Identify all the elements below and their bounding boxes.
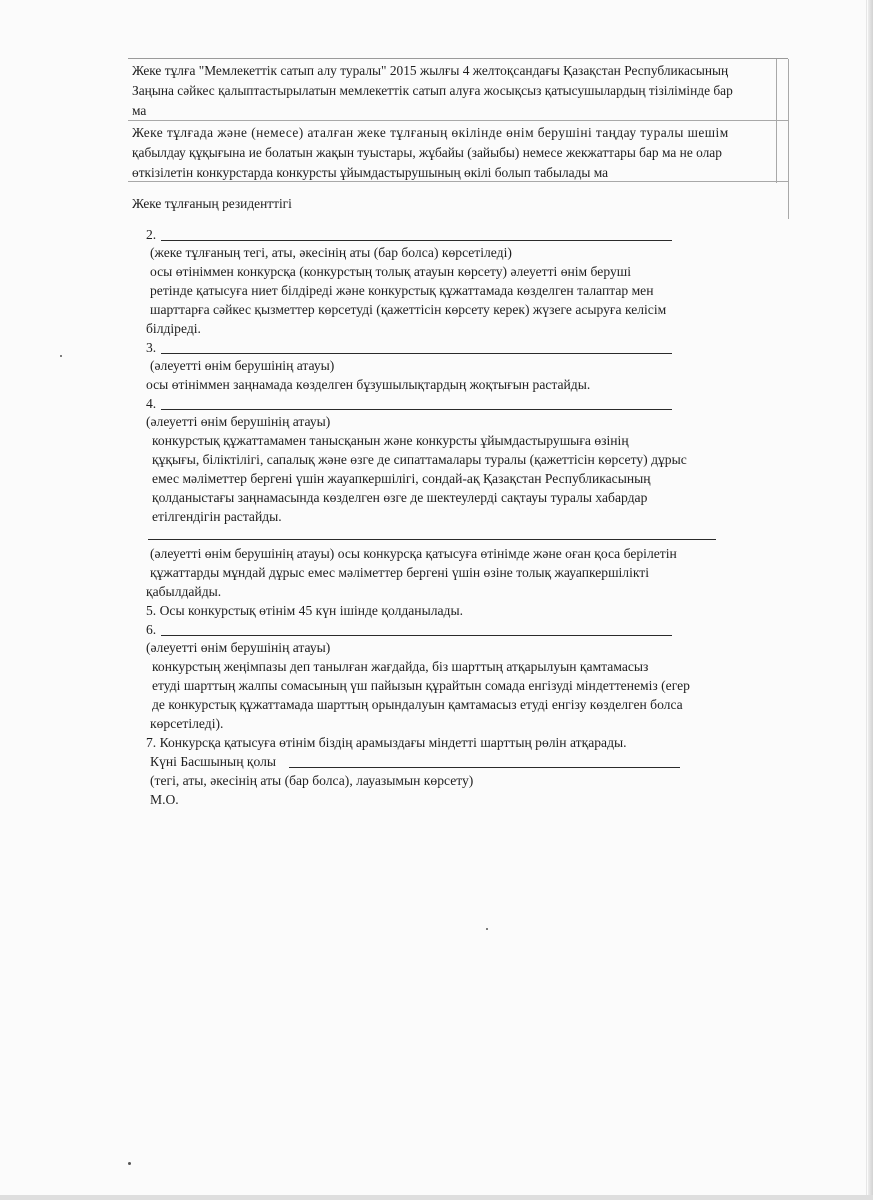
table-row-3-line-1: Жеке тұлғаның резиденттігі: [132, 196, 292, 211]
section-2-line-2: ретінде қатысуға ниет білдіреді және конкурстық құжаттамада көзделген талаптар мен: [150, 283, 654, 298]
section-4-line-3: емес мәліметтер бергені үшін жауапкершілігі, сондай-ақ Қазақстан Республикасының: [152, 471, 651, 486]
section-4-line-1: конкурстық құжаттамамен танысқанын және конкурсты ұйымдастырушыға өзінің: [152, 433, 629, 448]
section-2-blank-line: [161, 240, 672, 241]
section-4b-line-1: (әлеуетті өнім берушінің атауы) осы конкурсқа қатысуға өтінімде және оған қоса берілетін: [150, 546, 677, 561]
section-2-caption: (жеке тұлғаның тегі, аты, әкесінің аты (бар болса) көрсетіледі): [150, 245, 512, 260]
section-4-line-5: етілгендігін растайды.: [152, 509, 282, 524]
table-row-1-line-1: Жеке тұлға "Мемлекеттік сатып алу туралы" 2015 жылғы 4 желтоқсандағы Қазақстан Республикасының: [132, 63, 729, 78]
section-6-number: 6.: [146, 622, 157, 637]
signature-blank-line: [289, 767, 680, 768]
section-7-text: 7. Конкурсқа қатысуға өтінім біздің арамыздағы міндетті шарттың рөлін атқарады.: [146, 735, 627, 750]
signature-label: Күні Басшының қолы: [150, 754, 277, 769]
scan-speck: [486, 928, 488, 930]
table-row-2-line-2: қабылдау құқығына ие болатын жақын туыстары, жұбайы (зайыбы) немесе жекжаттары бар ма не олар: [132, 145, 722, 160]
table-row-1-line-2: Заңына сәйкес қалыптастырылатын мемлекеттік сатып алуға жосықсыз қатысушылардың тізілімінде бар: [132, 83, 733, 98]
section-6-line-1: конкурстың жеңімпазы деп танылған жағдайда, біз шарттың атқарылуын қамтамасыз: [152, 659, 649, 674]
scan-fold-line: [866, 0, 867, 1200]
section-3-blank-line: [161, 353, 672, 354]
section-4b-line-3: қабылдайды.: [146, 584, 222, 599]
scan-speck: [128, 1162, 131, 1165]
stamp-place-label: М.О.: [150, 792, 179, 807]
section-6-line-3: де конкурстық құжаттамада шарттың орындалуын қамтамасыз етуді енгізу көзделген болса: [152, 697, 683, 712]
question-table: [128, 58, 788, 237]
table-row: [128, 182, 788, 237]
section-4b-blank-line: [148, 539, 716, 540]
page-right-edge: [868, 0, 873, 1200]
section-3-number: 3.: [146, 340, 157, 355]
section-2-number: 2.: [146, 227, 157, 242]
section-2-line-4: білдіреді.: [146, 321, 201, 336]
section-4b-line-2: құжаттарды мұндай дұрыс емес мәліметтер бергені үшін өзіне толық жауапкершілікті: [150, 565, 650, 580]
table-right-border: [788, 59, 789, 219]
section-4-line-4: қолданыстағы заңнамасында көзделген өзге де шектеулерді сақтауы туралы хабардар: [152, 490, 648, 505]
section-5-text: 5. Осы конкурстық өтінім 45 күн ішінде қолданылады.: [146, 603, 463, 618]
section-6-caption: (әлеуетті өнім берушінің атауы): [146, 640, 331, 655]
page-bottom-edge: [0, 1195, 873, 1200]
table-row-2-line-1: Жеке тұлғада және (немесе) аталған жеке тұлғаның өкілінде өнім берушіні таңдау туралы шешім: [132, 125, 729, 140]
section-4-caption: (әлеуетті өнім берушінің атауы): [146, 414, 331, 429]
section-6-line-2: етуді шарттың жалпы сомасының үш пайызын құрайтын сомада енгізуді міндеттенеміз (егер: [152, 678, 690, 693]
section-6-line-4: көрсетіледі).: [150, 716, 224, 731]
scan-speck: [60, 355, 62, 357]
section-2-line-1: осы өтініммен конкурсқа (конкурстың толық атауын көрсету) әлеуетті өнім беруші: [150, 264, 631, 279]
section-6-blank-line: [161, 635, 672, 636]
section-4-line-2: құқығы, біліктілігі, сапалық және өзге де сипаттамалары туралы (қажеттісін көрсету) дұрыс: [152, 452, 687, 467]
section-3-caption: (әлеуетті өнім берушінің атауы): [150, 358, 335, 373]
signature-caption: (тегі, аты, әкесінің аты (бар болса), лауазымын көрсету): [150, 773, 474, 788]
section-3-line-1: осы өтініммен заңнамада көзделген бұзушылықтардың жоқтығын растайды.: [146, 377, 591, 392]
section-2-line-3: шарттарға сәйкес қызметтер көрсетуді (қажеттісін көрсету керек) жүзеге асыруға келісім: [150, 302, 667, 317]
section-4-number: 4.: [146, 396, 157, 411]
table-row-1-line-3: ма: [132, 103, 147, 118]
table-row: [128, 59, 788, 121]
section-4-blank-line: [161, 409, 672, 410]
table-row: [128, 121, 788, 182]
table-row-2-line-3: өткізілетін конкурстарда конкурсты ұйымдастырушының өкілі болып табылады ма: [132, 165, 609, 180]
